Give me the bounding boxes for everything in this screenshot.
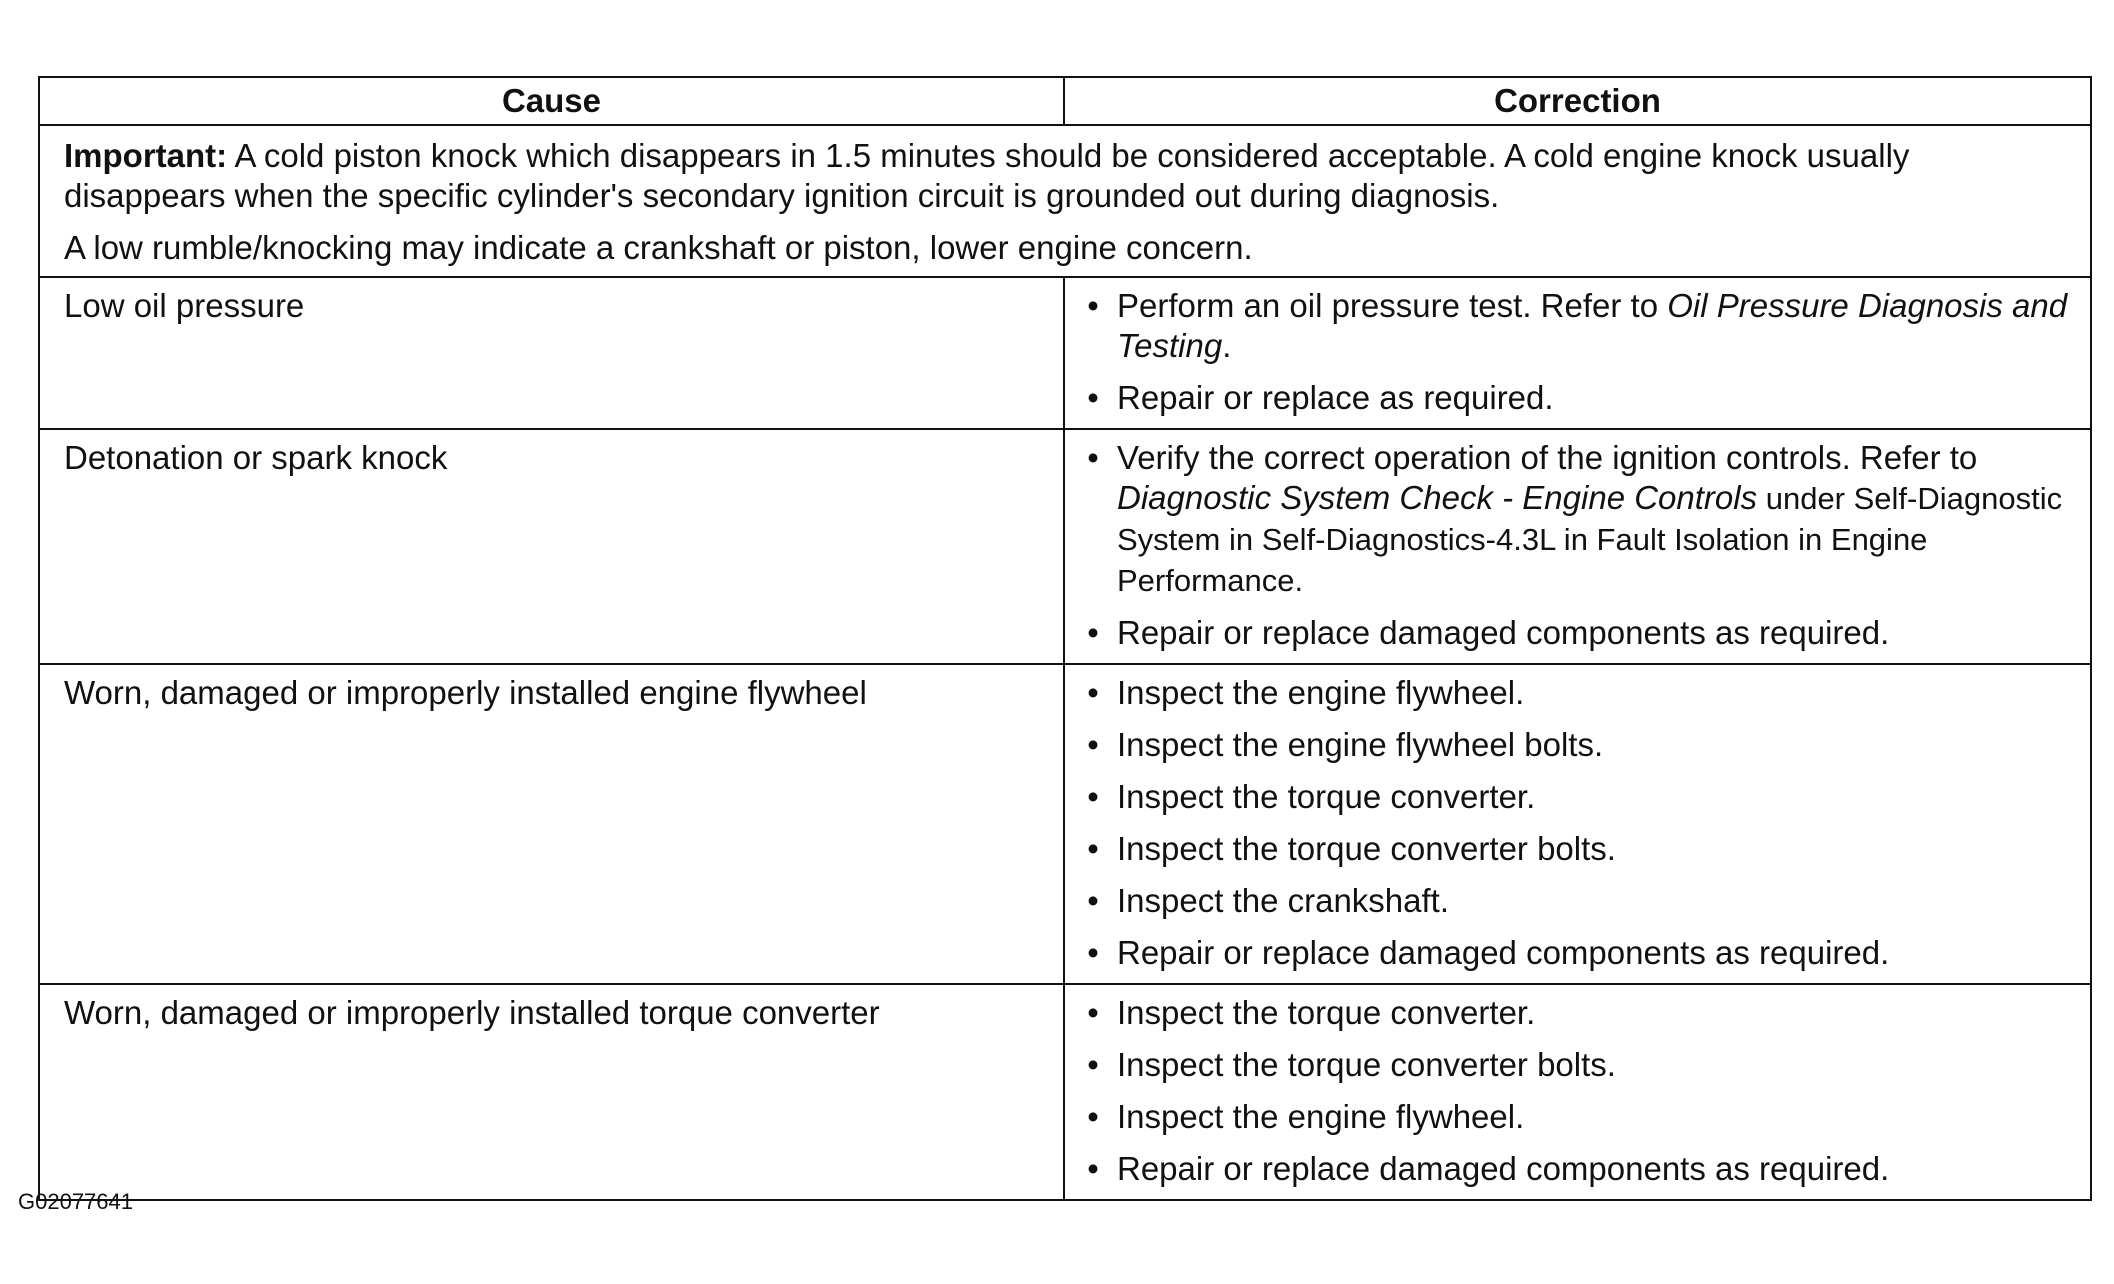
correction-item: • Repair or replace damaged components as required.	[1117, 933, 2070, 973]
correction-item: • Inspect the torque converter bolts.	[1117, 829, 2070, 869]
correction-cell	[1064, 984, 2091, 1200]
correction-cell	[1064, 664, 2091, 984]
bullet-icon: •	[1087, 439, 1099, 476]
bullet-icon: •	[1087, 1150, 1099, 1187]
table-row	[39, 984, 2091, 1200]
diagnosis-table	[38, 76, 2092, 1201]
bullet-icon: •	[1087, 379, 1099, 416]
table-row	[39, 429, 2091, 664]
bullet-icon: •	[1087, 1098, 1099, 1135]
cause-cell: Worn, damaged or improperly installed torque converter	[39, 984, 1064, 1200]
note-text: A cold piston knock which disappears in 1.5 minutes should be considered acceptable. A cold engine knock usually disappears when the specific cylinder's secondary ignition circuit is grounded out during diagnosis.	[64, 137, 1910, 214]
header-row	[39, 77, 2091, 125]
note-text: A low rumble/knocking may indicate a crankshaft or piston, lower engine concern.	[64, 229, 1253, 266]
reference-link-text: Diagnostic System Check - Engine Controls	[1117, 479, 1758, 516]
note-paragraph	[64, 228, 2066, 268]
correction-item: • Inspect the engine flywheel.	[1117, 1097, 2070, 1137]
cause-cell: Detonation or spark knock	[39, 429, 1064, 664]
correction-list	[1087, 438, 2070, 653]
bullet-icon: •	[1087, 994, 1099, 1031]
bullet-icon: •	[1087, 726, 1099, 763]
correction-list	[1087, 286, 2070, 418]
cause-cell: Low oil pressure	[39, 277, 1064, 429]
correction-item: • Inspect the crankshaft.	[1117, 881, 2070, 921]
correction-item: • Inspect the engine flywheel.	[1117, 673, 2070, 713]
table-row	[39, 277, 2091, 429]
bullet-icon: •	[1087, 934, 1099, 971]
correction-item: • Inspect the torque converter.	[1117, 993, 2070, 1033]
correction-item: • Repair or replace damaged components as required.	[1117, 613, 2070, 653]
bullet-icon: •	[1087, 287, 1099, 324]
correction-item: • Inspect the torque converter.	[1117, 777, 2070, 817]
header-correction: Correction	[1064, 77, 2091, 125]
figure-id: G02077641	[18, 1189, 133, 1214]
correction-item: • Perform an oil pressure test. Refer to Oil Pressure Diagnosis and Testing.	[1117, 286, 2070, 366]
table-row	[39, 664, 2091, 984]
correction-cell	[1064, 277, 2091, 429]
note-label: Important:	[64, 137, 228, 174]
important-note	[39, 125, 2091, 277]
correction-item: • Inspect the engine flywheel bolts.	[1117, 725, 2070, 765]
correction-item: • Verify the correct operation of the ignition controls. Refer to Diagnostic System Check - Engine Controls under Self-Diagnostic System in Self-Diagnostics-4.3L in Fault Isolation in Engine Performance.	[1117, 438, 2070, 601]
bullet-icon: •	[1087, 1046, 1099, 1083]
bullet-icon: •	[1087, 614, 1099, 651]
header-cause: Cause	[39, 77, 1064, 125]
bullet-icon: •	[1087, 882, 1099, 919]
correction-cell	[1064, 429, 2091, 664]
cause-cell: Worn, damaged or improperly installed engine flywheel	[39, 664, 1064, 984]
correction-item: • Inspect the torque converter bolts.	[1117, 1045, 2070, 1085]
note-paragraph	[64, 136, 2066, 216]
reference-link-text: Oil Pressure Diagnosis and Testing	[1117, 287, 2068, 364]
correction-item: • Repair or replace damaged components as required.	[1117, 1149, 2070, 1189]
important-note-row	[39, 125, 2091, 277]
bullet-icon: •	[1087, 674, 1099, 711]
bullet-icon: •	[1087, 830, 1099, 867]
correction-list	[1087, 673, 2070, 973]
bullet-icon: •	[1087, 778, 1099, 815]
correction-list	[1087, 993, 2070, 1189]
correction-item: • Repair or replace as required.	[1117, 378, 2070, 418]
